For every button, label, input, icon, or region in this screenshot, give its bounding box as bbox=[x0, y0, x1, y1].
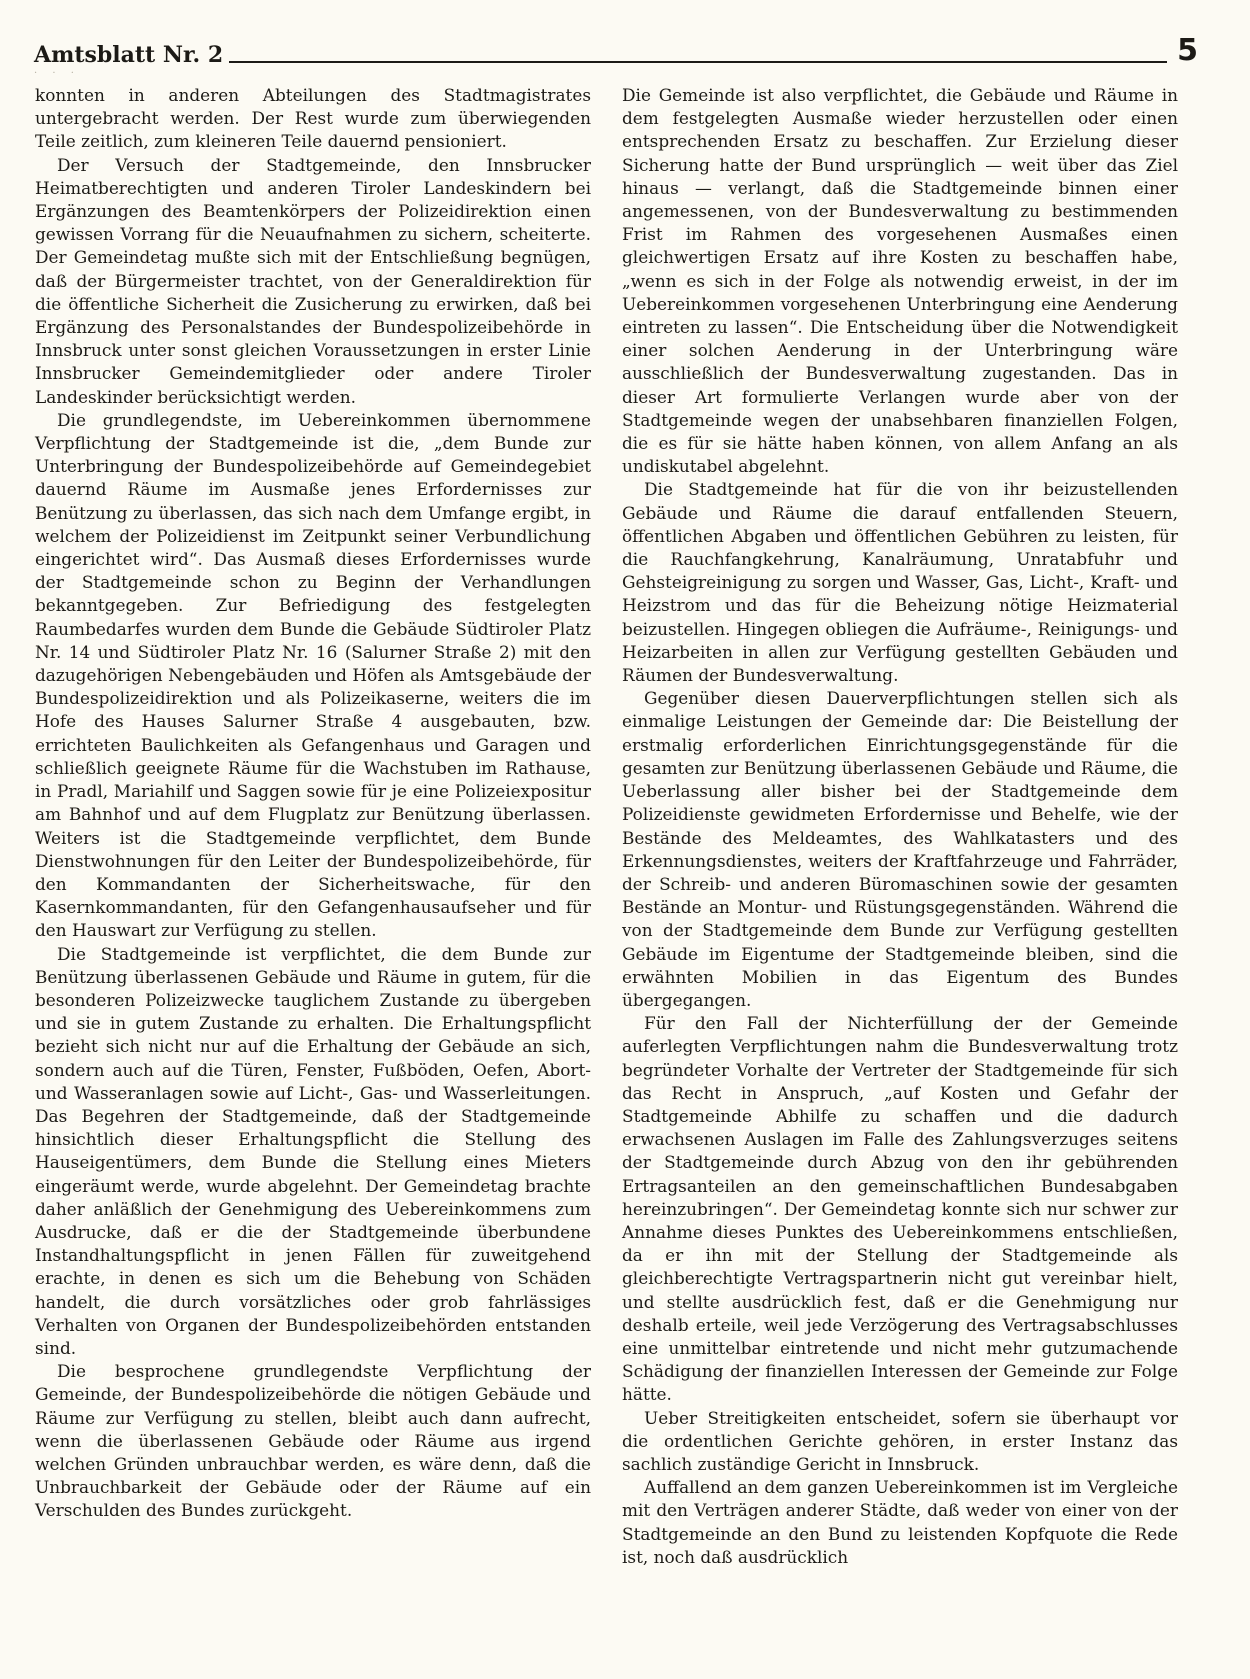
paragraph: Die Stadtgemeinde hat für die von ihr beizustellenden Gebäude und Räume die darauf entfallenden Steuern, öffentlichen Abgaben und öffentlichen Gebühren zu leisten, für die Rauchfangkehrung, Kanalräumung, Unratabfuhr und Gehsteigreinigung zu sorgen und Wasser, Gas, Licht-, Kraft- und Heizstrom und das für die Beheizung nötige Heizmaterial beizustellen. Hingegen obliegen die Aufräume-, Reinigungs- und Heizarbeiten in allen zur Verfügung gestellten Gebäuden und Räumen der Bundesverwaltung. bbox=[622, 479, 1178, 686]
page-number: 5 bbox=[1177, 33, 1198, 68]
header-rule bbox=[229, 61, 1167, 63]
paragraph: Der Versuch der Stadtgemeinde, den Innsbrucker Heimatberechtigten und anderen Tiroler Landeskindern bei Ergänzungen des Beamtenkörpers der Polizeidirektion einen gewissen Vorrang für die Neuaufnahmen zu sichern, scheiterte. Der Gemeindetag mußte sich mit der Entschließung begnügen, daß der Bürgermeister trachtet, von der Generaldirektion für die öffentliche Sicherheit die Zusicherung zu erwirken, daß bei Ergänzung des Personalstandes der Bundespolizeibehörde in Innsbruck unter sonst gleichen Voraussetzungen in erster Linie Innsbrucker Gemeindemitglieder oder andere Tiroler Landeskinder berücksichtigt werden. bbox=[35, 154, 591, 407]
left-column bbox=[35, 84, 591, 1523]
page-header bbox=[34, 30, 1198, 66]
paragraph: Ueber Streitigkeiten entscheidet, sofern sie überhaupt vor die ordentlichen Gerichte gehören, in erster Instanz das sachlich zuständige Gericht in Innsbruck. bbox=[622, 1407, 1178, 1474]
publication-title: Amtsblatt Nr. 2 bbox=[34, 42, 224, 68]
paragraph: Die Stadtgemeinde ist verpflichtet, die dem Bunde zur Benützung überlassenen Gebäude und Räume in gutem, für die besonderen Polizeizwecke tauglichem Zustande zu übergeben und sie in gutem Zustande zu erhalten. Die Erhaltungspflicht bezieht sich nicht nur auf die Erhaltung der Gebäude an sich, sondern auch auf die Türen, Fenster, Fußböden, Oefen, Abort- und Wasseranlagen sowie auf Licht-, Gas- und Wasserleitungen. Das Begehren der Stadtgemeinde, daß der Stadtgemeinde hinsichtlich dieser Erhaltungspflicht die Stellung des Hauseigentümers, dem Bunde die Stellung eines Mieters eingeräumt werde, wurde abgelehnt. Der Gemeindetag brachte daher anläßlich der Genehmigung des Uebereinkommens zum Ausdrucke, daß er die der Stadtgemeinde überbundene Instandhaltungspflicht in jenen Fällen für zuweitgehend erachte, in denen es sich um die Behebung von Schäden handelt, die durch vorsätzliches oder grob fahrlässiges Verhalten von Organen der Bundespolizeibehörden entstanden sind. bbox=[35, 943, 591, 1358]
paragraph: Die besprochene grundlegendste Verpflichtung der Gemeinde, der Bundespolizeibehörde die nötigen Gebäude und Räume zur Verfügung zu stellen, bleibt auch dann aufrecht, wenn die überlassenen Gebäude oder Räume aus irgend welchen Gründen unbrauchbar werden, es wäre denn, daß die Unbrauchbarkeit der Gebäude oder der Räume auf ein Verschulden des Bundes zurückgeht. bbox=[35, 1361, 591, 1521]
paragraph: Die grundlegendste, im Uebereinkommen übernommene Verpflichtung der Stadtgemeinde ist die, „dem Bunde zur Unterbringung der Bundespolizeibehörde auf Gemeindegebiet dauernd Räume im Ausmaße jenes Erfordernisses zur Benützung zu überlassen, das sich nach dem Umfange ergibt, in welchem der Polizeidienst im Zeitpunkt seiner Verbundlichung eingerichtet wird“. Das Ausmaß dieses Erfordernisses wurde der Stadtgemeinde schon zu Beginn der Verhandlungen bekanntgegeben. Zur Befriedigung des festgelegten Raumbedarfes wurden dem Bunde die Gebäude Südtiroler Platz Nr. 14 und Südtiroler Platz Nr. 16 (Salurner Straße 2) mit den dazugehörigen Nebengebäuden und Höfen als Amtsgebäude der Bundespolizeidirektion und als Polizeikaserne, weiters die im Hofe des Hauses Salurner Straße 4 ausgebauten, bzw. errichteten Baulichkeiten als Gefangenhaus und Garagen und schließlich geeignete Räume für die Wachstuben im Rathause, in Pradl, Mariahilf und Saggen sowie für je eine Polizeiexpositur am Bahnhof und auf dem Flugplatz zur Benützung überlassen. Weiters ist die Stadtgemeinde verpflichtet, dem Bunde Dienstwohnungen für den Leiter der Bundespolizeibehörde, für den Kommandanten der Sicherheitswache, für den Kasernkommandanten, für den Gefangenhausaufseher und für den Hauswart zur Verfügung zu stellen. bbox=[35, 409, 591, 941]
paragraph: Die Gemeinde ist also verpflichtet, die Gebäude und Räume in dem festgelegten Ausmaße wieder herzustellen oder einen entsprechenden Ersatz zu beschaffen. Zur Erzielung dieser Sicherung hatte der Bund ursprünglich — weit über das Ziel hinaus — verlangt, daß die Stadtgemeinde binnen einer angemessenen, von der Bundesverwaltung zu bestimmenden Frist im Rahmen des vorgesehenen Ausmaßes einen gleichwertigen Ersatz auf ihre Kosten zu beschaffen habe, „wenn es sich in der Folge als notwendig erweist, in der im Uebereinkommen vorgesehenen Unterbringung eine Aenderung eintreten zu lassen“. Die Entscheidung über die Notwendigkeit einer solchen Aenderung in der Unterbringung wäre ausschließlich der Bundesverwaltung zugestanden. Das in dieser Art formulierte Verlangen wurde aber von der Stadtgemeinde wegen der unabsehbaren finanziellen Folgen, die es für sie hätte haben können, von allem Anfang an als undiskutabel abgelehnt. bbox=[622, 85, 1178, 477]
paragraph: Auffallend an dem ganzen Uebereinkommen ist im Vergleiche mit den Verträgen anderer Städte, daß weder von einer von der Stadtgemeinde an den Bund zu leistenden Kopfquote die Rede ist, noch daß ausdrücklich bbox=[622, 1477, 1178, 1567]
paragraph: Gegenüber diesen Dauerverpflichtungen stellen sich als einmalige Leistungen der Gemeinde dar: Die Beistellung der erstmalig erforderlichen Einrichtungsgegenstände für die gesamten zur Benützung überlassenen Gebäude und Räume, die Ueberlassung aller bisher bei der Stadtgemeinde dem Polizeidienste gewidmeten Erfordernisse und Behelfe, wie der Bestände des Meldeamtes, des Wahlkatasters und des Erkennungsdienstes, weiters der Kraftfahrzeuge und Fahrräder, der Schreib- und anderen Büromaschinen sowie der gesamten Bestände an Montur- und Rüstungsgegenständen. Während die von der Stadtgemeinde dem Bunde zur Verfügung gestellten Gebäude im Eigentume der Stadtgemeinde bleiben, sind die erwähnten Mobilien in das Eigentum des Bundes übergegangen. bbox=[622, 688, 1178, 1010]
paragraph: Für den Fall der Nichterfüllung der der Gemeinde auferlegten Verpflichtungen nahm die Bundesverwaltung trotz begründeter Vorhalte der Vertreter der Stadtgemeinde für sich das Recht in Anspruch, „auf Kosten und Gefahr der Stadtgemeinde Abhilfe zu schaffen und die dadurch erwachsenen Auslagen im Falle des Zahlungsverzuges seitens der Stadtgemeinde durch Abzug von den ihr gebührenden Ertragsanteilen an den gemeinschaftlichen Bundesabgaben hereinzubringen“. Der Gemeindetag konnte sich nur schwer zur Annahme dieses Punktes des Uebereinkommens entschließen, da er ihn mit der Stellung der Stadtgemeinde als gleichberechtigte Vertragspartnerin nicht gut vereinbar hielt, und stellte ausdrücklich fest, daß er die Genehmigung nur deshalb erteile, weil jede Verzögerung des Vertragsabschlusses eine unmittelbar eintretende und nicht mehr gutzumachende Schädigung der finanziellen Interessen der Gemeinde zur Folge hätte. bbox=[622, 1013, 1178, 1405]
right-column bbox=[622, 84, 1178, 1569]
paragraph: konnten in anderen Abteilungen des Stadtmagistrates untergebracht werden. Der Rest wurde zum überwiegenden Teile zeitlich, zum kleineren Teile dauernd pensioniert. bbox=[35, 85, 591, 152]
print-smudge: · · · bbox=[34, 68, 80, 79]
